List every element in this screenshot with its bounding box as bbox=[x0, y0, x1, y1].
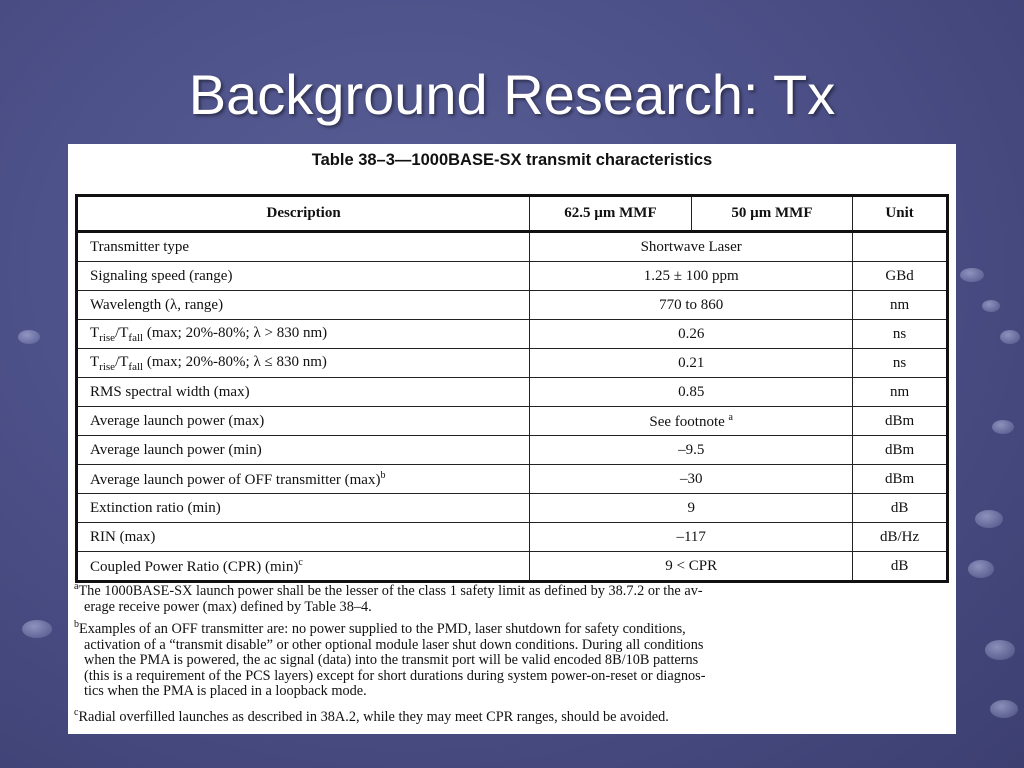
table-row bbox=[77, 494, 948, 523]
background-bubble bbox=[982, 300, 1000, 312]
row-description bbox=[77, 320, 530, 349]
desc-part: (max; 20%-80%; λ ≤ 830 nm) bbox=[143, 353, 327, 370]
row-value: –9.5 bbox=[530, 436, 853, 465]
footnote-line: when the PMA is powered, the ac signal (data) into the transmit port will be valid encoded 8B/10B patterns bbox=[84, 652, 699, 668]
table-row bbox=[77, 552, 948, 582]
table-caption: Table 38–3—1000BASE-SX transmit characteristics bbox=[311, 151, 713, 169]
row-unit: nm bbox=[853, 378, 948, 407]
row-value: 1.25 ± 100 ppm bbox=[530, 262, 853, 291]
header-unit: Unit bbox=[853, 196, 948, 232]
desc-subscript: fall bbox=[128, 331, 144, 344]
table-row bbox=[77, 523, 948, 552]
background-bubble bbox=[968, 560, 994, 578]
row-value: 0.26 bbox=[530, 320, 853, 349]
desc-part: (max; 20%-80%; λ > 830 nm) bbox=[143, 324, 328, 341]
row-description: Extinction ratio (min) bbox=[77, 494, 530, 523]
row-value: 770 to 860 bbox=[530, 291, 853, 320]
row-description bbox=[77, 552, 530, 582]
header-62-5-mmf: 62.5 µm MMF bbox=[530, 196, 691, 232]
table-row bbox=[77, 378, 948, 407]
background-bubble bbox=[985, 640, 1015, 660]
row-unit: dB/Hz bbox=[853, 523, 948, 552]
footnote-mark: c bbox=[74, 707, 79, 719]
footnote-line: (this is a requirement of the PCS layers) except for short durations during system power-on-reset or diagnos- bbox=[84, 667, 706, 684]
row-value: 9 bbox=[530, 494, 853, 523]
table-row bbox=[77, 407, 948, 436]
row-description: Wavelength (λ, range) bbox=[77, 291, 530, 320]
row-unit: ns bbox=[853, 320, 948, 349]
row-value: Shortwave Laser bbox=[530, 232, 853, 262]
row-description: Average launch power (min) bbox=[77, 436, 530, 465]
header-description: Description bbox=[77, 196, 530, 232]
desc-text: Coupled Power Ratio (CPR) (min) bbox=[90, 558, 299, 575]
row-description bbox=[77, 349, 530, 378]
row-value: 0.21 bbox=[530, 349, 853, 378]
footnote-c bbox=[74, 707, 938, 726]
slide-title: Background Research: Tx bbox=[188, 63, 836, 126]
desc-subscript: fall bbox=[128, 360, 144, 373]
row-value: –117 bbox=[530, 523, 853, 552]
row-description: RIN (max) bbox=[77, 523, 530, 552]
footnote-a bbox=[74, 581, 938, 615]
footnote-marker: b bbox=[380, 469, 386, 481]
table-row bbox=[77, 465, 948, 494]
background-bubble bbox=[960, 268, 984, 282]
row-description: Signaling speed (range) bbox=[77, 262, 530, 291]
row-unit: dBm bbox=[853, 436, 948, 465]
row-value: 9 < CPR bbox=[530, 552, 853, 582]
row-unit bbox=[853, 232, 948, 262]
table-figure bbox=[68, 144, 956, 734]
row-description: Transmitter type bbox=[77, 232, 530, 262]
header-50-mmf: 50 µm MMF bbox=[691, 196, 852, 232]
footnote-marker: c bbox=[298, 556, 303, 568]
background-bubble bbox=[990, 700, 1018, 718]
row-unit: dBm bbox=[853, 407, 948, 436]
footnote-line: activation of a “transmit disable” or other optional module laser shut down conditions. During all conditions bbox=[84, 636, 704, 653]
table-header-row bbox=[77, 196, 948, 232]
desc-part: /T bbox=[115, 324, 129, 341]
footnote-line: The 1000BASE-SX launch power shall be the lesser of the class 1 safety limit as defined by 38.7.2 or the av- bbox=[78, 583, 703, 599]
row-value: –30 bbox=[530, 465, 853, 494]
desc-subscript: rise bbox=[99, 331, 116, 344]
table-row bbox=[77, 436, 948, 465]
row-value bbox=[530, 407, 853, 436]
desc-part: T bbox=[90, 353, 100, 370]
transmit-characteristics-table bbox=[75, 194, 949, 583]
background-bubble bbox=[22, 620, 52, 638]
row-description: RMS spectral width (max) bbox=[77, 378, 530, 407]
row-unit: dB bbox=[853, 552, 948, 582]
background-bubble bbox=[1000, 330, 1020, 344]
row-unit: ns bbox=[853, 349, 948, 378]
value-text: See footnote bbox=[649, 413, 725, 430]
desc-subscript: rise bbox=[99, 360, 116, 373]
row-description: Average launch power (max) bbox=[77, 407, 530, 436]
table-row bbox=[77, 320, 948, 349]
footnote-mark: a bbox=[74, 581, 79, 593]
row-value: 0.85 bbox=[530, 378, 853, 407]
table-row bbox=[77, 232, 948, 262]
desc-part: /T bbox=[115, 353, 129, 370]
table-row bbox=[77, 349, 948, 378]
row-unit: GBd bbox=[853, 262, 948, 291]
footnote-b bbox=[74, 619, 938, 700]
footnote-line: tics when the PMA is placed in a loopback mode. bbox=[84, 683, 367, 699]
row-unit: dB bbox=[853, 494, 948, 523]
desc-text: Average launch power of OFF transmitter (max) bbox=[90, 471, 381, 488]
row-description bbox=[77, 465, 530, 494]
background-bubble bbox=[975, 510, 1003, 528]
background-bubble bbox=[992, 420, 1014, 434]
footnote-line: Radial overfilled launches as described in 38A.2, while they may meet CPR ranges, should be avoided. bbox=[78, 709, 669, 725]
table-row bbox=[77, 291, 948, 320]
background-bubble bbox=[18, 330, 40, 344]
row-unit: dBm bbox=[853, 465, 948, 494]
desc-part: T bbox=[90, 324, 100, 341]
footnote-line: erage receive power (max) defined by Table 38–4. bbox=[84, 598, 372, 615]
footnote-line: Examples of an OFF transmitter are: no power supplied to the PMD, laser shutdown for safety conditions, bbox=[79, 621, 686, 637]
table-row bbox=[77, 262, 948, 291]
footnote-marker: a bbox=[728, 411, 733, 423]
footnote-mark: b bbox=[74, 619, 79, 631]
row-unit: nm bbox=[853, 291, 948, 320]
